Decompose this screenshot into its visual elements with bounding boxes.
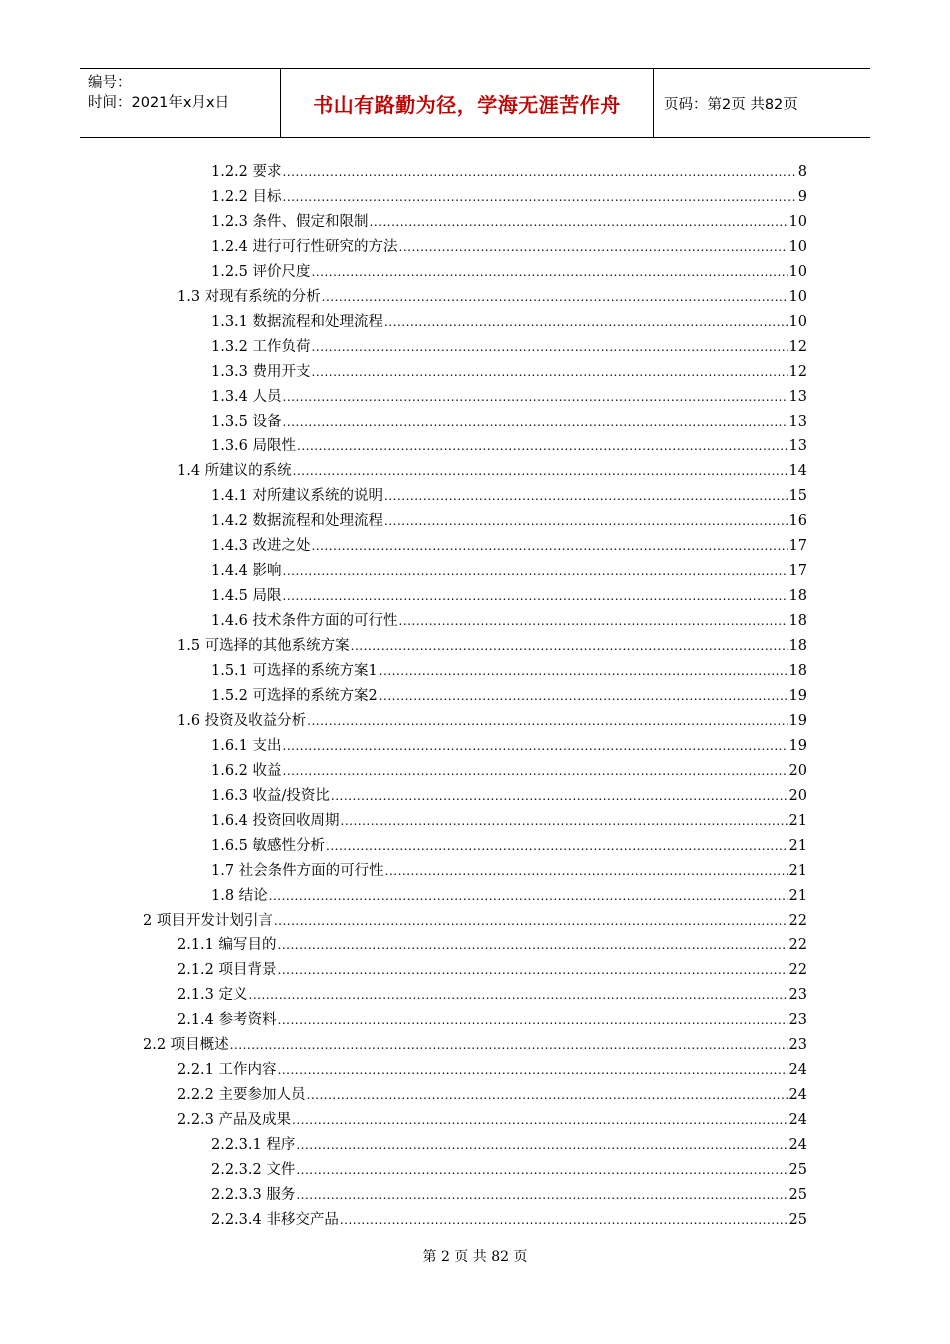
toc-entry-label: 1.4.6 技术条件方面的可行性: [211, 613, 398, 630]
toc-entry-label: 1.2.4 进行可行性研究的方法: [211, 238, 398, 255]
toc-entry-label: 1.2.2 目标: [211, 188, 282, 205]
toc-entry-page: 21: [788, 887, 807, 904]
toc-entry-label: 1.8 结论: [211, 887, 268, 904]
toc-entry-label: 1.4.4 影响: [211, 563, 282, 580]
toc-entry-label: 2.2.1 工作内容: [177, 1062, 277, 1079]
toc-entry[interactable]: [211, 882, 807, 906]
toc-entry[interactable]: [211, 1181, 807, 1205]
toc-leader-dots: [283, 561, 788, 581]
toc-entry-label: 1.3.6 局限性: [211, 438, 297, 455]
toc-entry-label: 1.5.1 可选择的系统方案1: [211, 663, 378, 679]
toc-entry-label: 2.2.2 主要参加人员: [177, 1087, 306, 1104]
toc-entry-page: 13: [788, 438, 807, 455]
toc-leader-dots: [283, 761, 788, 781]
toc-entry[interactable]: [177, 1106, 807, 1130]
toc-leader-dots: [274, 911, 788, 931]
toc-entry-label: 1.3.3 费用开支: [211, 363, 311, 380]
toc-leader-dots: [296, 1185, 787, 1205]
toc-entry-page: 24: [788, 1112, 807, 1129]
toc-entry-page: 22: [788, 912, 807, 929]
toc-entry-label: 1.2.2 要求: [211, 164, 282, 180]
toc-entry-page: 23: [788, 987, 807, 1004]
toc-leader-dots: [278, 935, 788, 955]
toc-entry-label: 1.3 对现有系统的分析: [177, 288, 321, 305]
toc-entry[interactable]: [211, 807, 807, 831]
toc-entry-label: 1.5.2 可选择的系统方案2: [211, 687, 378, 704]
toc-leader-dots: [283, 586, 788, 606]
toc-entry[interactable]: [211, 582, 807, 606]
number-label: 编号：: [88, 75, 132, 91]
toc-entry[interactable]: [211, 482, 807, 506]
toc-entry[interactable]: [211, 233, 807, 257]
toc-leader-dots: [370, 212, 788, 232]
toc-entry-page: 8: [797, 164, 807, 180]
toc-entry-label: 2.1.3 定义: [177, 987, 248, 1004]
toc-leader-dots: [269, 886, 788, 906]
toc-entry-page: 18: [788, 663, 807, 679]
toc-leader-dots: [230, 1035, 788, 1055]
toc-entry-page: 19: [788, 737, 807, 754]
toc-entry[interactable]: [211, 782, 807, 806]
toc-entry-page: 18: [788, 638, 807, 655]
toc-leader-dots: [384, 312, 788, 332]
toc-entry-page: 16: [788, 513, 807, 530]
toc-entry-page: 23: [788, 1012, 807, 1029]
toc-entry-label: 1.6.5 敏感性分析: [211, 837, 326, 854]
toc-entry[interactable]: [211, 532, 807, 556]
toc-entry-label: 1.4 所建议的系统: [177, 463, 292, 480]
toc-leader-dots: [249, 985, 788, 1005]
toc-entry-label: 2.2.3 产品及成果: [177, 1112, 292, 1129]
toc-entry-label: 2.1.2 项目背景: [177, 962, 277, 979]
toc-entry-page: 23: [788, 1037, 807, 1054]
header-page-info: 页码：第2页 共82页: [664, 96, 798, 113]
toc-entry-page: 15: [788, 488, 807, 505]
toc-entry-page: 10: [788, 213, 807, 230]
time-label: 时间：2021年x月x日: [88, 95, 230, 111]
toc-entry-label: 1.4.2 数据流程和处理流程: [211, 513, 384, 530]
toc-entry[interactable]: [211, 1131, 807, 1155]
toc-entry-page: 21: [788, 862, 807, 879]
toc-entry-page: 9: [797, 188, 807, 205]
toc-entry[interactable]: [211, 832, 807, 856]
toc-entry-page: 19: [788, 687, 807, 704]
toc-entry[interactable]: [211, 732, 807, 756]
toc-leader-dots: [340, 1210, 788, 1230]
toc-entry[interactable]: [211, 1156, 807, 1180]
toc-entry-page: 10: [788, 263, 807, 280]
toc-leader-dots: [283, 736, 788, 756]
toc-entry-label: 1.6.1 支出: [211, 737, 282, 754]
toc-entry-label: 2.2.3.2 文件: [211, 1162, 296, 1178]
toc-entry-label: 2 项目开发计划引言: [143, 912, 273, 929]
toc-leader-dots: [312, 337, 788, 357]
toc-entry-page: 25: [788, 1162, 807, 1178]
toc-leader-dots: [341, 811, 788, 831]
toc-leader-dots: [384, 511, 788, 531]
toc-entry-page: 22: [788, 937, 807, 954]
toc-entry-page: 10: [788, 313, 807, 330]
toc-entry-label: 1.3.2 工作负荷: [211, 338, 311, 355]
toc-leader-dots: [379, 661, 788, 681]
toc-entry-label: 1.4.1 对所建议系统的说明: [211, 488, 384, 505]
toc-entry-label: 2.2.3.4 非移交产品: [211, 1211, 339, 1228]
toc-entry[interactable]: [211, 507, 807, 531]
toc-entry[interactable]: [211, 607, 807, 631]
toc-entry-page: 10: [788, 238, 807, 255]
toc-entry[interactable]: [177, 1006, 807, 1030]
toc-entry[interactable]: [177, 707, 807, 731]
toc-entry[interactable]: [211, 757, 807, 781]
toc-entry-page: 12: [788, 338, 807, 355]
toc-entry-page: 17: [788, 563, 807, 580]
toc-entry[interactable]: [211, 1206, 807, 1230]
toc-entry-page: 17: [788, 538, 807, 555]
toc-entry-label: 1.3.4 人员: [211, 388, 282, 405]
toc-entry-label: 2.1.4 参考资料: [177, 1012, 277, 1029]
toc-entry-label: 1.3.5 设备: [211, 413, 282, 430]
toc-entry-label: 1.6 投资及收益分析: [177, 712, 307, 729]
page-header: [80, 68, 870, 138]
toc-leader-dots: [385, 861, 788, 881]
toc-entry[interactable]: [211, 682, 807, 706]
toc-entry-label: 1.6.3 收益/投资比: [211, 787, 330, 804]
toc-entry-page: 21: [788, 812, 807, 829]
toc-entry[interactable]: [211, 258, 807, 282]
toc-entry[interactable]: [177, 956, 807, 980]
toc-entry-label: 1.5 可选择的其他系统方案: [177, 638, 350, 655]
toc-entry-page: 21: [788, 837, 807, 854]
toc-entry-page: 24: [788, 1137, 807, 1154]
toc-entry-page: 20: [788, 762, 807, 779]
toc-entry-label: 1.3.1 数据流程和处理流程: [211, 313, 384, 330]
toc-entry-label: 1.2.5 评价尺度: [211, 263, 311, 280]
toc-entry-label: 1.7 社会条件方面的可行性: [211, 862, 384, 879]
toc-entry[interactable]: [211, 383, 807, 407]
header-motto: 书山有路勤为径，学海无涯苦作舟: [281, 69, 654, 137]
toc-leader-dots: [296, 1160, 787, 1180]
toc-entry[interactable]: [211, 208, 807, 232]
toc-entry[interactable]: [211, 358, 807, 382]
toc-entry[interactable]: [211, 333, 807, 357]
toc-leader-dots: [399, 237, 788, 257]
toc-leader-dots: [307, 711, 787, 731]
toc-leader-dots: [312, 362, 788, 382]
toc-entry-label: 1.6.4 投资回收周期: [211, 812, 340, 829]
toc-entry-page: 13: [788, 413, 807, 430]
toc-entry[interactable]: [211, 657, 807, 681]
page-footer: 第 2 页 共 82 页: [422, 1249, 528, 1265]
toc-leader-dots: [379, 686, 788, 706]
toc-leader-dots: [331, 786, 788, 806]
toc-leader-dots: [307, 1085, 788, 1105]
header-meta: [80, 69, 281, 137]
toc-leader-dots: [278, 960, 788, 980]
toc-leader-dots: [283, 187, 797, 207]
toc-entry[interactable]: [177, 457, 807, 481]
toc-leader-dots: [278, 1060, 788, 1080]
toc-leader-dots: [399, 611, 788, 631]
toc-entry-label: 1.6.2 收益: [211, 762, 282, 779]
toc-entry[interactable]: [177, 632, 807, 656]
toc-entry-label: 2.2.3.1 程序: [211, 1137, 296, 1154]
toc-entry-page: 25: [788, 1186, 807, 1203]
toc-leader-dots: [322, 287, 788, 307]
toc-entry-page: 18: [788, 588, 807, 605]
toc-entry-page: 20: [788, 787, 807, 804]
toc-entry-page: 24: [788, 1087, 807, 1104]
toc-entry[interactable]: [211, 857, 807, 881]
toc-entry[interactable]: [177, 1081, 807, 1105]
toc-entry[interactable]: [211, 158, 807, 182]
toc-entry-label: 1.4.3 改进之处: [211, 538, 311, 555]
toc-leader-dots: [283, 412, 788, 432]
toc-entry[interactable]: [211, 183, 807, 207]
toc-entry[interactable]: [211, 308, 807, 332]
toc-entry[interactable]: [177, 1056, 807, 1080]
toc-entry[interactable]: [177, 931, 807, 955]
toc-entry[interactable]: [211, 557, 807, 581]
toc-entry-page: 22: [788, 962, 807, 979]
toc-entry[interactable]: [177, 283, 807, 307]
toc-entry-page: 19: [788, 712, 807, 729]
toc-entry-page: 14: [788, 463, 807, 480]
toc-entry-page: 25: [788, 1211, 807, 1228]
toc-entry-label: 1.4.5 局限: [211, 588, 282, 605]
toc-entry-page: 12: [788, 363, 807, 380]
toc-entry[interactable]: [177, 981, 807, 1005]
toc-leader-dots: [278, 1010, 788, 1030]
toc-leader-dots: [283, 162, 797, 182]
toc-entry-page: 10: [788, 288, 807, 305]
toc-leader-dots: [293, 461, 788, 481]
toc-entry-label: 2.2.3.3 服务: [211, 1186, 296, 1203]
toc-entry-page: 13: [788, 388, 807, 405]
toc-leader-dots: [312, 536, 788, 556]
toc-entry[interactable]: [211, 408, 807, 432]
toc-leader-dots: [351, 636, 788, 656]
toc-entry-label: 2.1.1 编写目的: [177, 937, 277, 954]
toc-leader-dots: [283, 387, 788, 407]
toc-leader-dots: [384, 486, 788, 506]
toc-leader-dots: [326, 836, 788, 856]
toc-entry-label: 2.2 项目概述: [143, 1037, 229, 1054]
toc-leader-dots: [297, 436, 788, 456]
toc-leader-dots: [292, 1110, 788, 1130]
toc-leader-dots: [312, 262, 788, 282]
toc-entry[interactable]: [143, 907, 807, 931]
toc-entry[interactable]: [143, 1031, 807, 1055]
toc-entry-page: 24: [788, 1062, 807, 1079]
toc-entry-page: 18: [788, 613, 807, 630]
toc-leader-dots: [296, 1135, 787, 1155]
toc-entry-label: 1.2.3 条件、假定和限制: [211, 213, 369, 230]
toc-entry[interactable]: [211, 432, 807, 456]
